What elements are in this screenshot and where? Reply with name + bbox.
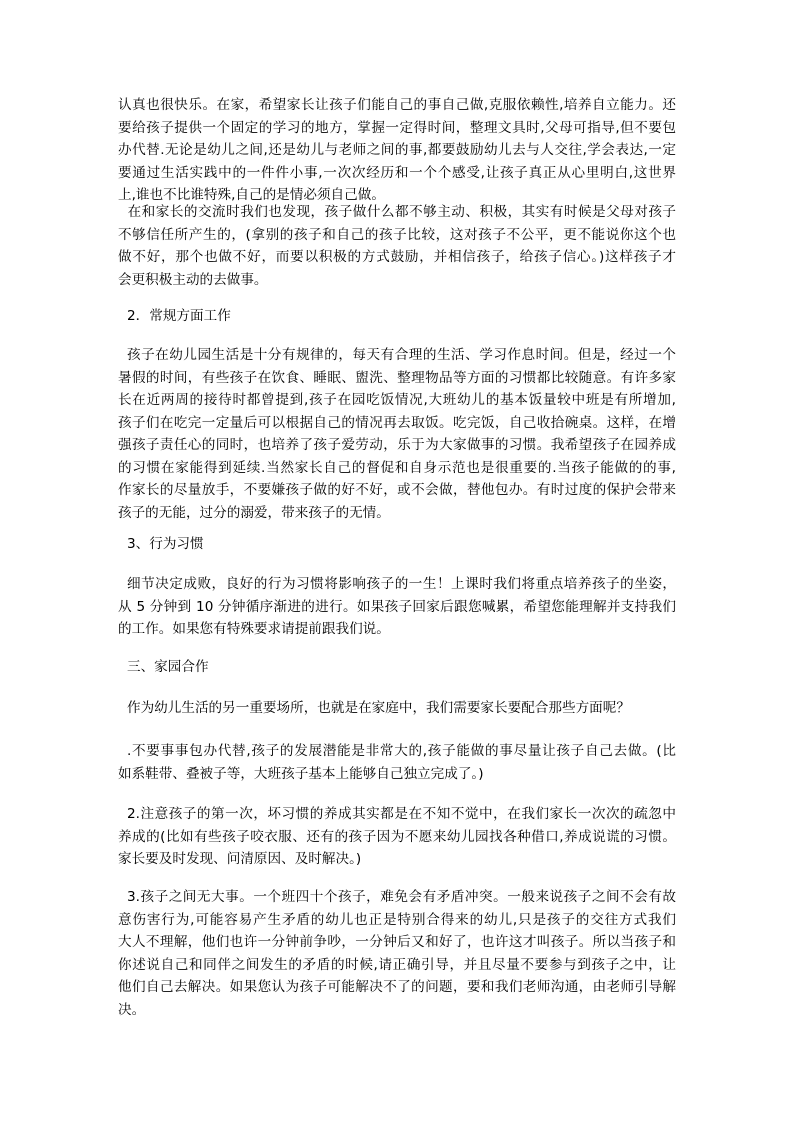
- text-line: 做不好，那个也做不好，而要以积极的方式鼓励，并相信孩子，给孩子信心。)这样孩子才: [118, 249, 676, 265]
- behavior-paragraph: [118, 573, 676, 641]
- text-line: 不够信任所产生的，(拿别的孩子和自己的孩子比较，这对孩子不公平，更不能说你这个也: [118, 226, 676, 243]
- text-line: .不要事事包办代替,孩子的发展潜能是非常大的,孩子能做的事尽量让孩子自己去做。(比: [127, 743, 676, 759]
- text-line: 3.孩子之间无大事。一个班四十个孩子，难免会有矛盾冲突。一般来说孩子之间不会有故: [127, 889, 676, 905]
- text-line: 作为幼儿生活的另一重要场所，也就是在家庭中，我们需要家长要配合那些方面呢？: [127, 700, 630, 716]
- text-line: 他们自己去解决。如果您认为孩子可能解决不了的问题，要和我们老师沟通，由老师引导解: [118, 979, 676, 995]
- text-line: 的习惯在家能得到延续.当然家长自己的督促和自身示范也是很重要的.当孩子能做的的事,: [118, 459, 676, 476]
- heading-home-school-cooperation: 三、家园合作: [127, 659, 209, 675]
- text-line: 家长要及时发现、问清原因、及时解决。): [118, 851, 362, 867]
- text-line: 上,谁也不比谁特殊,自己的是情必须自己做。: [118, 187, 385, 203]
- text-line: 要给孩子提供一个固定的学习的地方，掌握一定得时间，整理文具时,父母可指导,但不要包: [118, 119, 676, 136]
- text-line: 从 5 分钟到 10 分钟循序渐进的进行。如果孩子回家后跟您喊累，希望您能理解并支持我们: [118, 598, 676, 615]
- text-line: 孩子在幼儿园生活是十分有规律的，每天有合理的生活、学习作息时间。但是，经过一个: [127, 347, 676, 363]
- text-line: 在和家长的交流时我们也发现，孩子做什么都不够主动、积极，其实有时候是父母对孩子: [118, 204, 676, 220]
- text-line: 长在近两周的接待时都曾提到,孩子在园吃饭情况,大班幼儿的基本饭量较中班是有所增加,: [118, 392, 676, 408]
- text-line: 孩子的无能，过分的溺爱，带来孩子的无情。: [118, 504, 390, 521]
- text-line: 的工作。如果您有特殊要求请提前跟我们说。: [118, 621, 390, 637]
- text-line: 认真也很快乐。在家，希望家长让孩子们能自己的事自己做,克服依赖性,培养自立能力。还: [118, 97, 676, 113]
- parent-communication-paragraph: [118, 201, 676, 291]
- routine-paragraph: [118, 344, 676, 524]
- text-line: 作家长的尽量放手，不要嫌孩子做的好不好，或不会做，替他包办。有时过度的保护会带来: [118, 482, 676, 498]
- text-line: 要通过生活实践中的一件件小事,一次次经历和一个个感受,让孩子真正从心里明白,这世界: [118, 164, 676, 181]
- item-3-paragraph: [118, 886, 676, 1021]
- text-line: 细节决定成败，良好的行为习惯将影响孩子的一生！上课时我们将重点培养孩子的坐姿，: [127, 576, 676, 592]
- heading-behavior-habits: 3、行为习惯: [127, 536, 204, 552]
- text-line: 暑假的时间，有些孩子在饮食、睡眠、盥洗、整理物品等方面的习惯都比较随意。有许多家: [118, 369, 676, 386]
- text-line: 大人不理解，他们也许一分钟前争吵，一分钟后又和好了，也许这才叫孩子。所以当孩子和: [118, 934, 676, 950]
- text-line: 办代替.无论是幼儿之间,还是幼儿与老师之间的事,都要鼓励幼儿去与人交往,学会表达,一定: [118, 142, 676, 158]
- heading-routine-work: 2．常规方面工作: [127, 308, 231, 324]
- question-paragraph: [127, 697, 676, 720]
- text-line: 如系鞋带、叠被子等，大班孩子基本上能够自己独立完成了。): [118, 765, 484, 782]
- text-line: 2.注意孩子的第一次，坏习惯的养成其实都是在不知不觉中，在我们家长一次次的疏忽中: [127, 806, 676, 822]
- item-2-paragraph: [118, 803, 676, 871]
- text-line: 强孩子责任心的同时，也培养了孩子爱劳动，乐于为大家做事的习惯。我希望孩子在园养成: [118, 437, 676, 453]
- text-line: 养成的(比如有些孩子咬衣服、还有的孩子因为不愿来幼儿园找各种借口,养成说谎的习惯。: [118, 828, 676, 845]
- text-line: 孩子们在吃完一定量后可以根据自己的情况再去取饭。吃完饭，自己收拾碗桌。这样，在增: [118, 414, 676, 431]
- text-line: 你述说自己和同伴之间发生的矛盾的时候,请正确引导，并且尽量不要参与到孩子之中，让: [118, 956, 676, 973]
- text-line: 会更积极主动的去做事。: [118, 271, 268, 288]
- intro-paragraph: [118, 94, 676, 207]
- item-1-paragraph: [118, 740, 676, 785]
- text-line: 决。: [118, 1001, 146, 1018]
- text-line: 意伤害行为,可能容易产生矛盾的幼儿也正是特别合得来的幼儿,只是孩子的交往方式我们: [118, 911, 676, 928]
